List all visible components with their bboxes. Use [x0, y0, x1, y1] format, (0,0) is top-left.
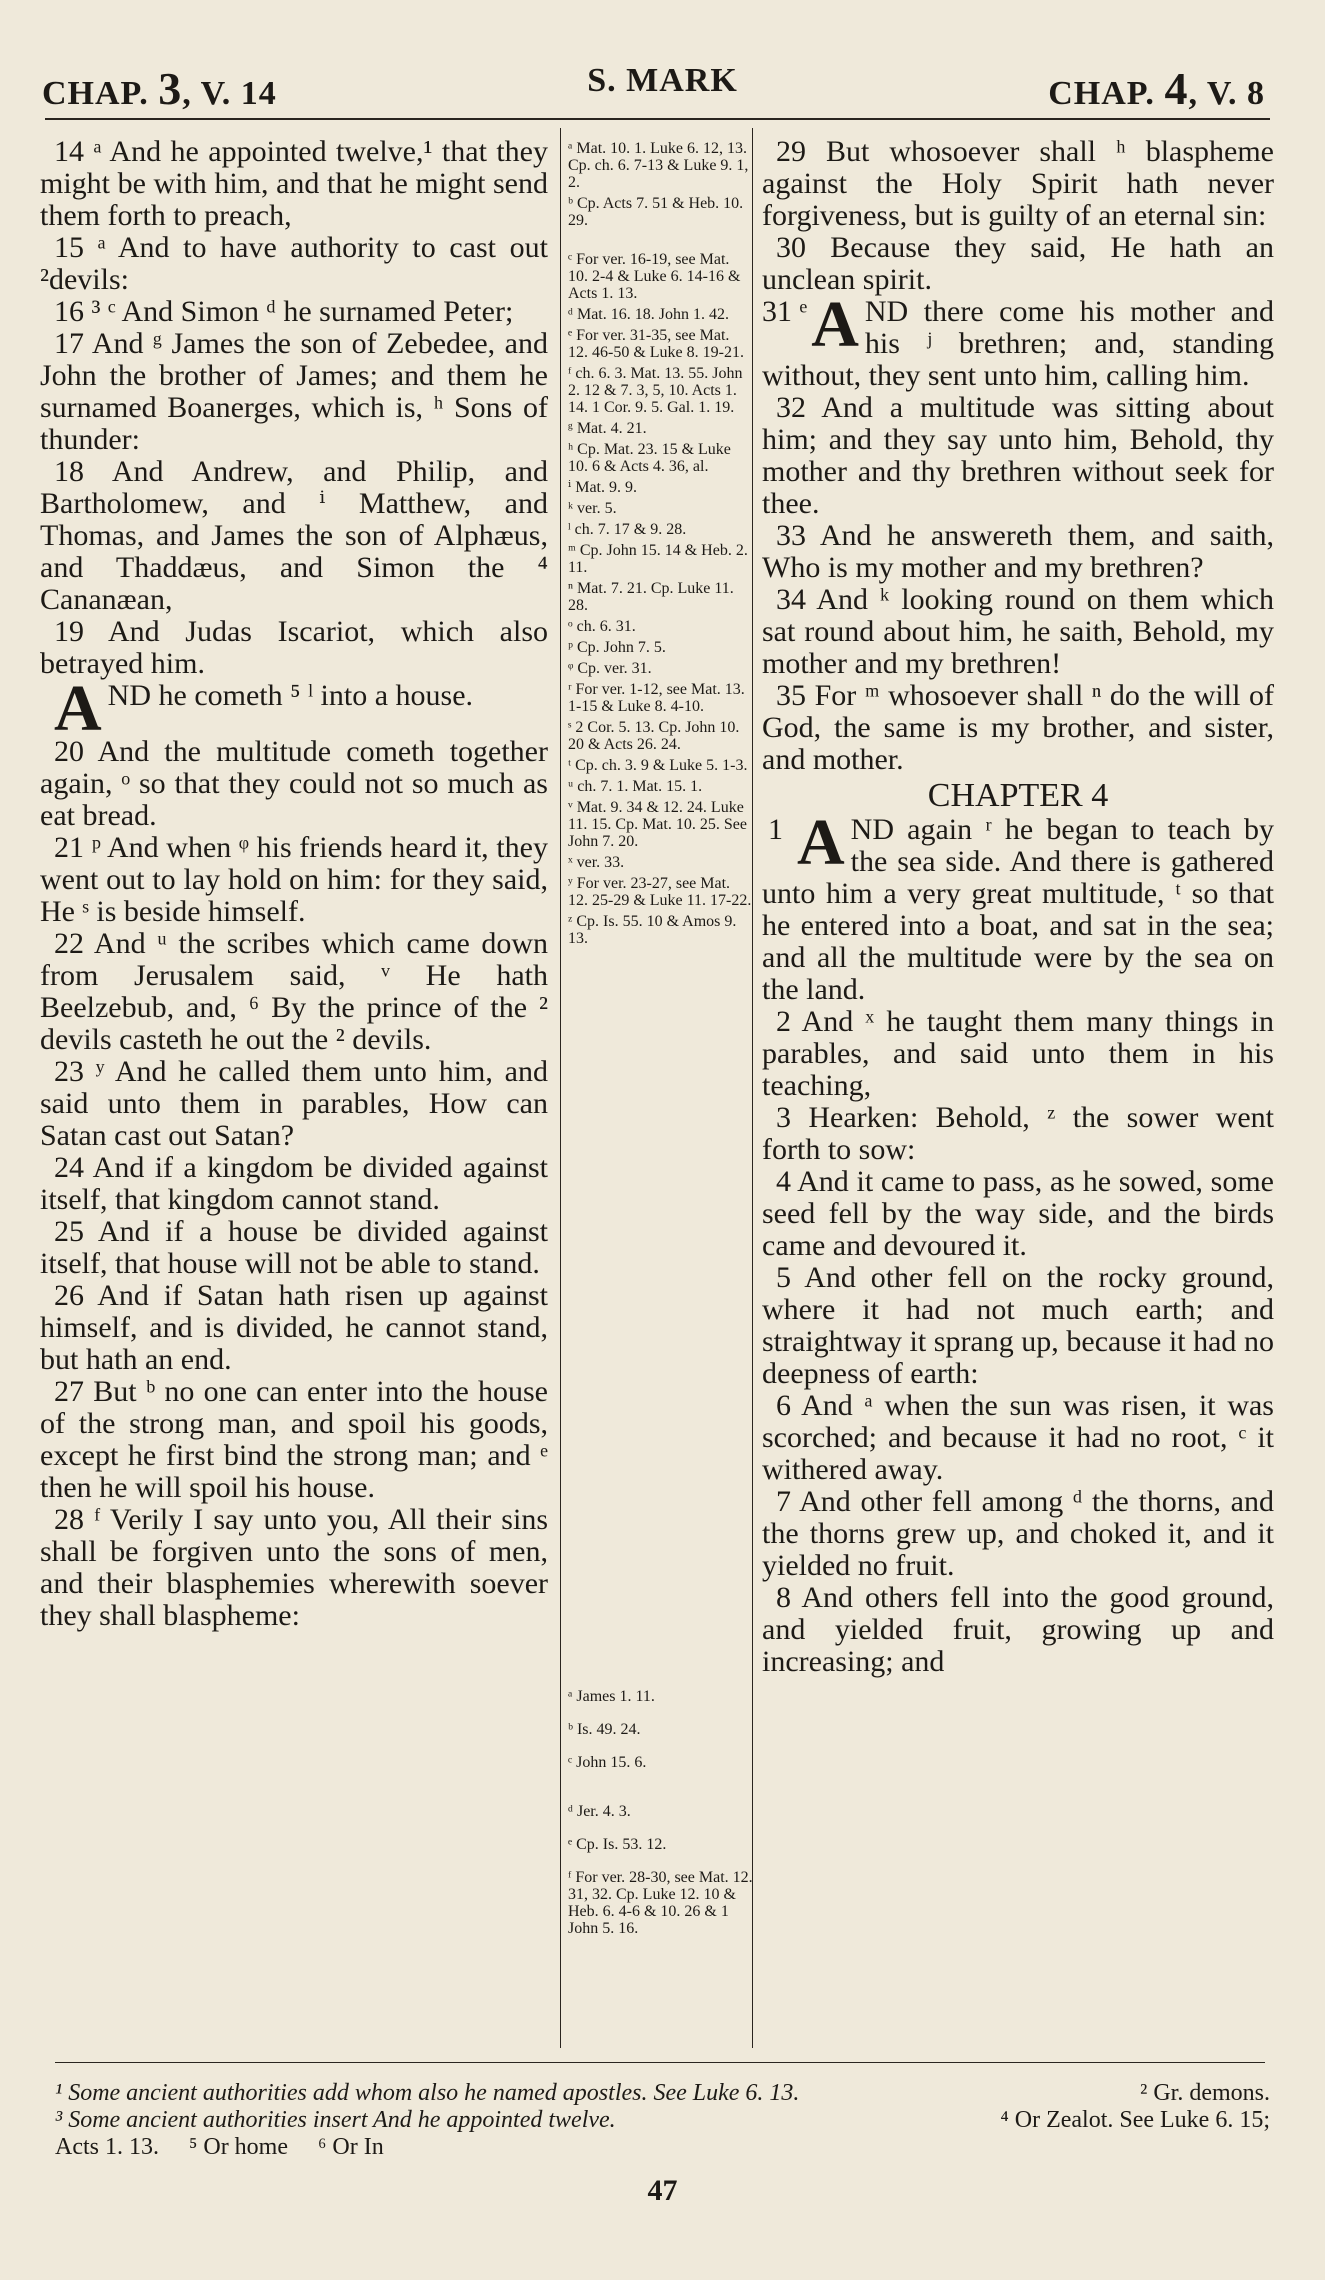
cross-reference: ᵍ Mat. 4. 21. — [568, 420, 647, 437]
cross-reference: ᵐ Cp. John 15. 14 & Heb. 2. 11. — [568, 542, 748, 576]
verse-section-start — [54, 672, 548, 745]
verse: 26 And if Satan hath risen up against himself, and is divided, he cannot stand, but hath an end. — [40, 1279, 548, 1376]
verse: 24 And if a kingdom be divided against itself, that kingdom cannot stand. — [40, 1151, 548, 1216]
header-right — [1048, 62, 1265, 112]
verse: 23 ʸ And he called them unto him, and said unto them in parables, How can Satan cast out Satan? — [40, 1055, 548, 1152]
verse: 15 ᵃ And to have authority to cast out ²devils: — [40, 231, 548, 296]
cross-reference: ᶜ For ver. 16-19, see Mat. 10. 2-4 & Luke 6. 14-16 & Acts 1. 13. — [568, 251, 741, 302]
cross-reference: ⁿ Mat. 7. 21. Cp. Luke 11. 28. — [568, 580, 734, 614]
cross-reference: ʳ For ver. 1-12, see Mat. 13. 1-15 & Luke 8. 4-10. — [568, 681, 745, 715]
cross-reference: ᵈ Mat. 16. 18. John 1. 42. — [568, 306, 729, 323]
header-left-verse: , V. 14 — [182, 75, 277, 112]
verse: 20 And the multitude cometh together again, ᵒ so that they could not so much as eat bread. — [40, 735, 548, 832]
header-rule — [45, 118, 1270, 120]
verse: 5 And other fell on the rocky ground, where it had not much earth; and straightway it sprang up, because it had no deepness of earth: — [762, 1261, 1274, 1390]
footnote-text: ⁴ Or Zealot. See Luke 6. 15; — [1000, 2107, 1270, 2133]
verse: 29 But whosoever shall ʰ blaspheme against the Holy Spirit hath never forgiveness, but is guilty of an eternal sin: — [762, 135, 1274, 232]
drop-cap: A — [797, 806, 845, 879]
verse: 30 Because they said, He hath an unclean spirit. — [762, 231, 1274, 296]
verse: 28 ᶠ Verily I say unto you, All their sins shall be forgiven unto the sons of men, and their blasphemies wherewith soever they shall blaspheme: — [40, 1503, 548, 1632]
verse-number: 1 — [768, 813, 783, 846]
verse: 27 But ᵇ no one can enter into the house of the strong man, and spoil his goods, except he first bind the strong man; and ᵉ then he will spoil his house. — [40, 1375, 548, 1504]
footnote-line — [55, 2080, 1270, 2107]
cross-reference: ᵇ Cp. Acts 7. 51 & Heb. 10. 29. — [568, 195, 744, 229]
cross-reference: ˢ 2 Cor. 5. 13. Cp. John 10. 20 & Acts 26. 24. — [568, 719, 740, 753]
drop-cap: A — [54, 672, 102, 745]
verse: 33 And he answereth them, and saith, Who is my mother and my brethren? — [762, 519, 1274, 584]
footnotes — [55, 2080, 1270, 2161]
verse: 7 And other fell among ᵈ the thorns, and the thorns grew up, and choked it, and it yielded no fruit. — [762, 1485, 1274, 1582]
verse: 3 Hearken: Behold, ᶻ the sower went forth to sow: — [762, 1101, 1274, 1166]
cross-reference: ᵘ ch. 7. 1. Mat. 15. 1. — [568, 778, 703, 795]
cross-reference: ᵈ Jer. 4. 3. — [568, 1803, 631, 1820]
verse-section-start — [762, 806, 1274, 1006]
verse: 19 And Judas Iscariot, which also betrayed him. — [40, 615, 548, 680]
header-right-chapter: 4 — [1164, 63, 1189, 114]
verse: 22 And ᵘ the scribes which came down from Jerusalem said, ᵛ He hath Beelzebub, and, ⁶ By the prince of the ² devils casteth he out the ² devils. — [40, 927, 548, 1056]
footnote-text: ¹ Some ancient authorities add whom also he named apostles. See Luke 6. 13. — [55, 2080, 800, 2106]
cross-reference: ᵖ Cp. John 7. 5. — [568, 639, 666, 656]
left-text-column — [40, 136, 548, 1632]
verse: 18 And Andrew, and Philip, and Bartholomew, and ⁱ Matthew, and Thomas, and James the son of Alphæus, and Thaddæus, and Simon the ⁴ Cananæan, — [40, 455, 548, 616]
verse: 4 And it came to pass, as he sowed, some seed fell by the way side, and the birds came and devoured it. — [762, 1165, 1274, 1262]
verse-text: ND he cometh ⁵ ˡ into a house. — [107, 679, 474, 712]
drop-cap: A — [811, 288, 859, 361]
cross-reference: ᶜ John 15. 6. — [568, 1754, 647, 1771]
verse: 8 And others fell into the good ground, and yielded fruit, growing up and increasing; and — [762, 1581, 1274, 1678]
verse: 17 And ᵍ James the son of Zebedee, and John the brother of James; and them he surnamed Boanerges, which is, ʰ Sons of thunder: — [40, 327, 548, 456]
cross-reference: ʰ Cp. Mat. 23. 15 & Luke 10. 6 & Acts 4. 36, al. — [568, 441, 731, 475]
cross-reference: ᵃ Mat. 10. 1. Luke 6. 12, 13. Cp. ch. 6. 7-13 & Luke 9. 1, 2. — [568, 140, 749, 191]
footnote-line — [55, 2107, 1270, 2134]
header-right-verse: , V. 8 — [1188, 75, 1265, 112]
cross-reference: ᵏ ver. 5. — [568, 500, 617, 517]
footnote-line: Acts 1. 13. ⁵ Or home ⁶ Or In — [55, 2134, 384, 2160]
header-book-title: S. MARK — [587, 62, 738, 99]
cross-reference: ᶠ For ver. 28-30, see Mat. 12. 31, 32. Cp. Luke 12. 10 & Heb. 6. 4-6 & 10. 26 & 1 John 5. 16. — [568, 1869, 753, 1937]
cross-reference: ⁱ Mat. 9. 9. — [568, 479, 637, 496]
verse: 25 And if a house be divided against itself, that house will not be able to stand. — [40, 1215, 548, 1280]
verse-number: 31 ᵉ — [762, 295, 808, 328]
verse: 32 And a multitude was sitting about him; and they say unto him, Behold, thy mother and thy brethren without seek for thee. — [762, 391, 1274, 520]
cross-reference: ᵗ Cp. ch. 3. 9 & Luke 5. 1-3. — [568, 757, 748, 774]
column-divider-left — [560, 128, 561, 2048]
verse: 2 And ˣ he taught them many things in parables, and said unto them in his teaching, — [762, 1005, 1274, 1102]
verse: 34 And ᵏ looking round on them which sat round about him, he saith, Behold, my mother and my brethren! — [762, 583, 1274, 680]
footnote-rule — [55, 2062, 1265, 2063]
cross-reference: ᵒ ch. 6. 31. — [568, 618, 636, 635]
cross-reference: ᵃ James 1. 11. — [568, 1688, 655, 1705]
cross-reference: ᶠ ch. 6. 3. Mat. 13. 55. John 2. 12 & 7. 3, 5, 10. Acts 1. 14. 1 Cor. 9. 5. Gal. 1. 19. — [568, 365, 743, 416]
cross-reference: ᵛ Mat. 9. 34 & 12. 24. Luke 11. 15. Cp. Mat. 10. 25. See John 7. 20. — [568, 799, 747, 850]
header-left-prefix: CHAP. — [42, 75, 149, 112]
verse: 35 For ᵐ whosoever shall ⁿ do the will of God, the same is my brother, and sister, and mother. — [762, 679, 1274, 776]
cross-reference: ᵇ Is. 49. 24. — [568, 1721, 641, 1738]
cross-reference: ᵉ Cp. Is. 53. 12. — [568, 1836, 667, 1853]
verse-text: ND again ʳ he began to teach by the sea side. And there is gathered unto him a very great multitude, ᵗ so that he entered into a boat, and sat in the sea; and all the multitude were by the sea on the land. — [762, 813, 1274, 1006]
verse: 14 ᵃ And he appointed twelve,¹ that they might be with him, and that he might send them forth to preach, — [40, 135, 548, 232]
header-left-chapter: 3 — [158, 63, 183, 114]
header-right-prefix: CHAP. — [1048, 75, 1155, 112]
cross-reference: ˣ ver. 33. — [568, 854, 625, 871]
verse: 6 And ᵃ when the sun was risen, it was scorched; and because it had no root, ᶜ it withered away. — [762, 1389, 1274, 1486]
right-text-column — [762, 136, 1274, 1678]
page-number: 47 — [647, 2174, 678, 2207]
verse: 21 ᵖ And when ᵠ his friends heard it, they went out to lay hold on him: for they said, He ˢ is beside himself. — [40, 831, 548, 928]
verse-text: ND there come his mother and his ʲ brethren; and, standing without, they sent unto him, calling him. — [762, 295, 1274, 392]
cross-reference: ᵠ Cp. ver. 31. — [568, 660, 652, 677]
cross-reference: ᵉ For ver. 31-35, see Mat. 12. 46-50 & Luke 8. 19-21. — [568, 327, 744, 361]
chapter-heading: CHAPTER 4 — [927, 777, 1109, 814]
verse: 16 ³ ᶜ And Simon ᵈ he surnamed Peter; — [54, 295, 514, 328]
cross-reference: ᶻ Cp. Is. 55. 10 & Amos 9. 13. — [568, 913, 737, 947]
cross-reference: ʸ For ver. 23-27, see Mat. 12. 25-29 & Luke 11. 17-22. — [568, 875, 752, 909]
cross-reference: ˡ ch. 7. 17 & 9. 28. — [568, 521, 687, 538]
cross-references-bottom — [568, 1688, 753, 1953]
footnote-text: ³ Some ancient authorities insert And he appointed twelve. — [55, 2107, 616, 2133]
footnote-text: ² Gr. demons. — [1140, 2080, 1270, 2106]
cross-references-top — [568, 140, 753, 951]
verse-section-start — [762, 288, 1274, 392]
